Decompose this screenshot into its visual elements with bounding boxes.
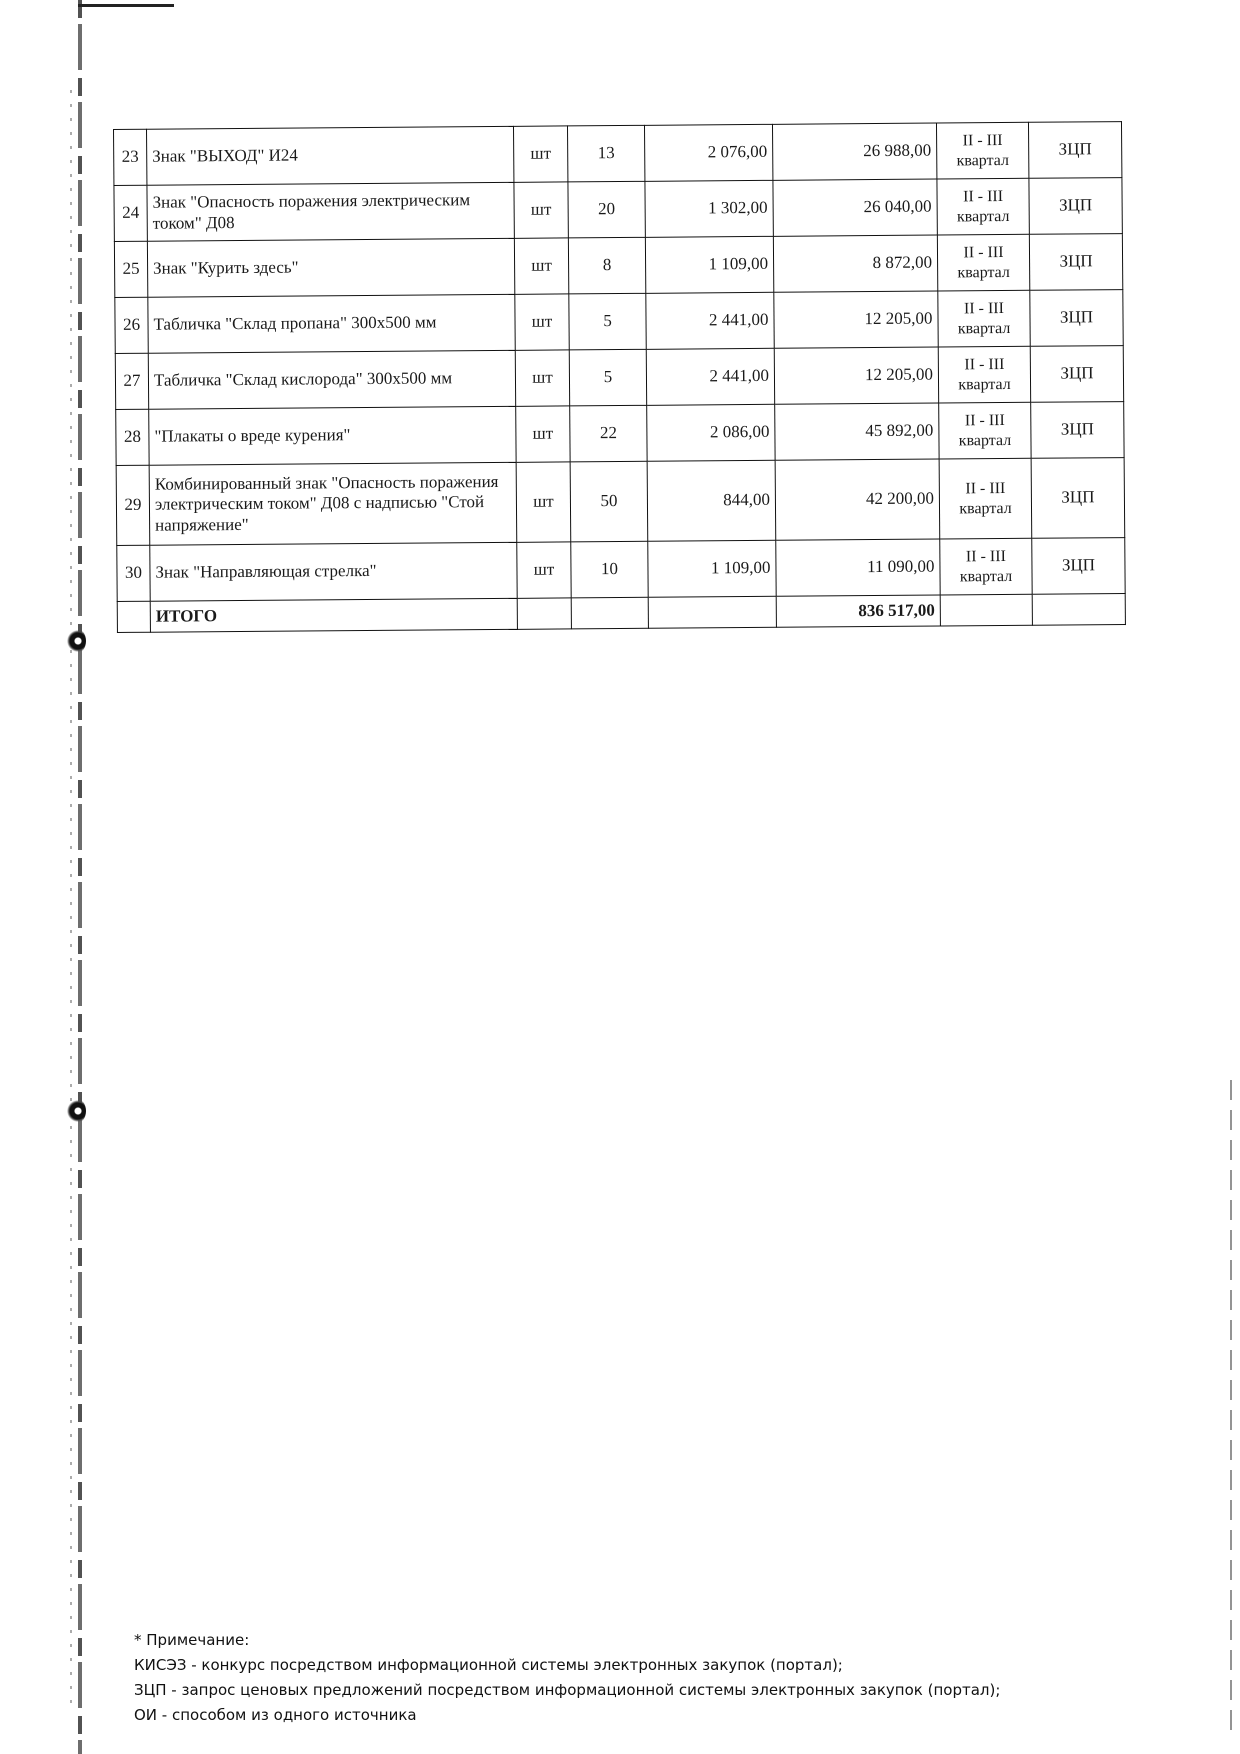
item-unit: шт [517,542,571,598]
row-number: 26 [115,297,148,353]
total-row [117,594,1125,633]
item-unit: шт [516,406,570,462]
scan-edge-right [1230,1080,1232,1740]
item-unit: шт [516,462,571,542]
scan-edge-dotted [70,90,72,1710]
item-quantity: 20 [568,181,645,238]
item-quantity: 8 [568,237,645,294]
item-sum: 12 205,00 [774,347,938,404]
total-empty-cell [571,597,648,629]
table-row [114,234,1122,298]
item-name: "Плакаты о вреде курения" [149,406,516,465]
row-number: 25 [114,241,147,297]
item-method: ЗЦП [1029,178,1122,235]
item-name: Табличка "Склад кислорода" 300х500 мм [148,350,515,409]
item-sum: 26 040,00 [773,179,937,236]
item-unit: шт [514,182,568,238]
item-name: Знак "Курить здесь" [147,238,514,297]
item-quantity: 5 [569,349,646,406]
item-quantity: 10 [571,541,648,598]
item-sum: 42 200,00 [775,459,940,540]
item-price: 844,00 [647,460,776,541]
row-number: 30 [117,545,150,601]
item-price: 2 076,00 [644,124,772,181]
item-name: Комбинированный знак "Опасность поражения электрическим током" Д08 с надписью "Стой напряжение" [149,462,517,545]
footnote-line: ЗЦП - запрос ценовых предложений посредством информационной системы электронных закупок (портал); [134,1681,1001,1699]
row-number: 29 [116,465,150,545]
total-empty-cell [517,598,571,629]
total-empty-cell [648,596,776,628]
item-period: II - III квартал [937,178,1029,235]
item-method: ЗЦП [1029,234,1122,291]
item-price: 2 441,00 [646,348,774,405]
footnote-line: КИСЭЗ - конкурс посредством информационной системы электронных закупок (портал); [134,1656,843,1674]
total-empty-cell [940,594,1032,626]
row-number: 27 [115,353,148,409]
item-sum: 11 090,00 [776,539,940,596]
item-method: ЗЦП [1032,538,1125,595]
item-method: ЗЦП [1031,402,1124,459]
item-period: II - III квартал [936,122,1028,179]
item-name: Табличка "Склад пропана" 300х500 мм [148,294,515,353]
item-method: ЗЦП [1030,290,1123,347]
table-row [117,538,1125,602]
item-quantity: 13 [567,125,644,182]
item-name: Знак "ВЫХОД" И24 [147,126,514,185]
row-number: 24 [114,185,147,241]
item-unit: шт [513,126,567,182]
footnote-title: * Примечание: [134,1631,250,1649]
item-period: II - III квартал [939,402,1031,459]
footnote [134,1628,1134,1728]
punch-hole-top [66,628,86,654]
total-empty-cell [1032,594,1125,626]
item-sum: 26 988,00 [772,123,936,180]
item-unit: шт [514,238,568,294]
item-period: II - III квартал [939,458,1032,539]
item-unit: шт [515,294,569,350]
item-price: 1 302,00 [645,180,773,237]
item-period: II - III квартал [938,346,1030,403]
table-row [115,290,1123,354]
item-price: 1 109,00 [648,540,776,597]
item-name: Знак "Опасность поражения электрическим током" Д08 [147,182,514,241]
item-sum: 12 205,00 [774,291,938,348]
item-price: 2 086,00 [647,404,775,461]
item-method: ЗЦП [1028,122,1121,179]
table-row [115,346,1123,410]
item-period: II - III квартал [938,290,1030,347]
table-row [114,178,1122,242]
procurement-table [113,121,1126,633]
table-row [114,122,1122,186]
footnote-line: ОИ - способом из одного источника [134,1706,417,1724]
total-empty-cell [117,601,150,632]
item-period: II - III квартал [937,234,1029,291]
punch-hole-bottom [66,1098,86,1124]
total-sum: 836 517,00 [776,595,940,627]
row-number: 28 [116,409,149,465]
total-label: ИТОГО [150,598,517,632]
table-row [116,458,1125,546]
item-method: ЗЦП [1030,346,1123,403]
scan-edge-left [78,0,82,1754]
item-unit: шт [515,350,569,406]
item-quantity: 22 [570,405,647,462]
item-price: 2 441,00 [646,292,774,349]
item-sum: 8 872,00 [773,235,937,292]
item-method: ЗЦП [1031,458,1125,539]
item-period: II - III квартал [940,538,1032,595]
item-price: 1 109,00 [645,236,773,293]
item-sum: 45 892,00 [775,403,939,460]
item-quantity: 5 [569,293,646,350]
scan-edge-top-mark [78,4,174,7]
item-name: Знак "Направляющая стрелка" [150,542,517,601]
table-row [116,402,1124,466]
row-number: 23 [114,129,147,185]
item-quantity: 50 [570,461,648,542]
